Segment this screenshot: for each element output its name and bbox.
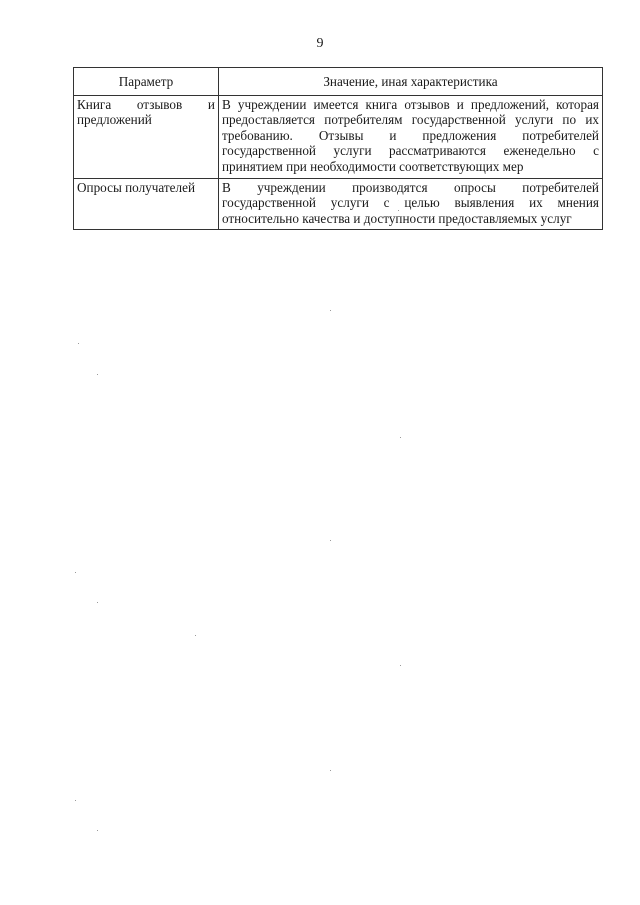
row-parameter-cell: Книга отзывов и предложений (74, 95, 219, 178)
parameters-table (73, 67, 603, 230)
row-parameter-cell: Опросы получателей (74, 178, 219, 230)
table-row (74, 178, 603, 230)
table-header-row (74, 68, 603, 96)
table-row (74, 95, 603, 178)
row-value-cell: В учреждении имеется книга отзывов и предложений, которая предоставляется потребителям государственной услуги по их требованию. Отзывы и предложения потребителей государственной услуги рассматриваются еженедельно с принятием при необходимости соответствующих мер (219, 95, 603, 178)
header-value: Значение, иная характеристика (219, 68, 603, 96)
header-parameter: Параметр (74, 68, 219, 96)
page-number: 9 (316, 36, 324, 51)
row-value-cell: В учреждении производятся опросы потребителей государственной услуги с целью выявления их мнения относительно качества и доступности предоставляемых услуг (219, 178, 603, 230)
